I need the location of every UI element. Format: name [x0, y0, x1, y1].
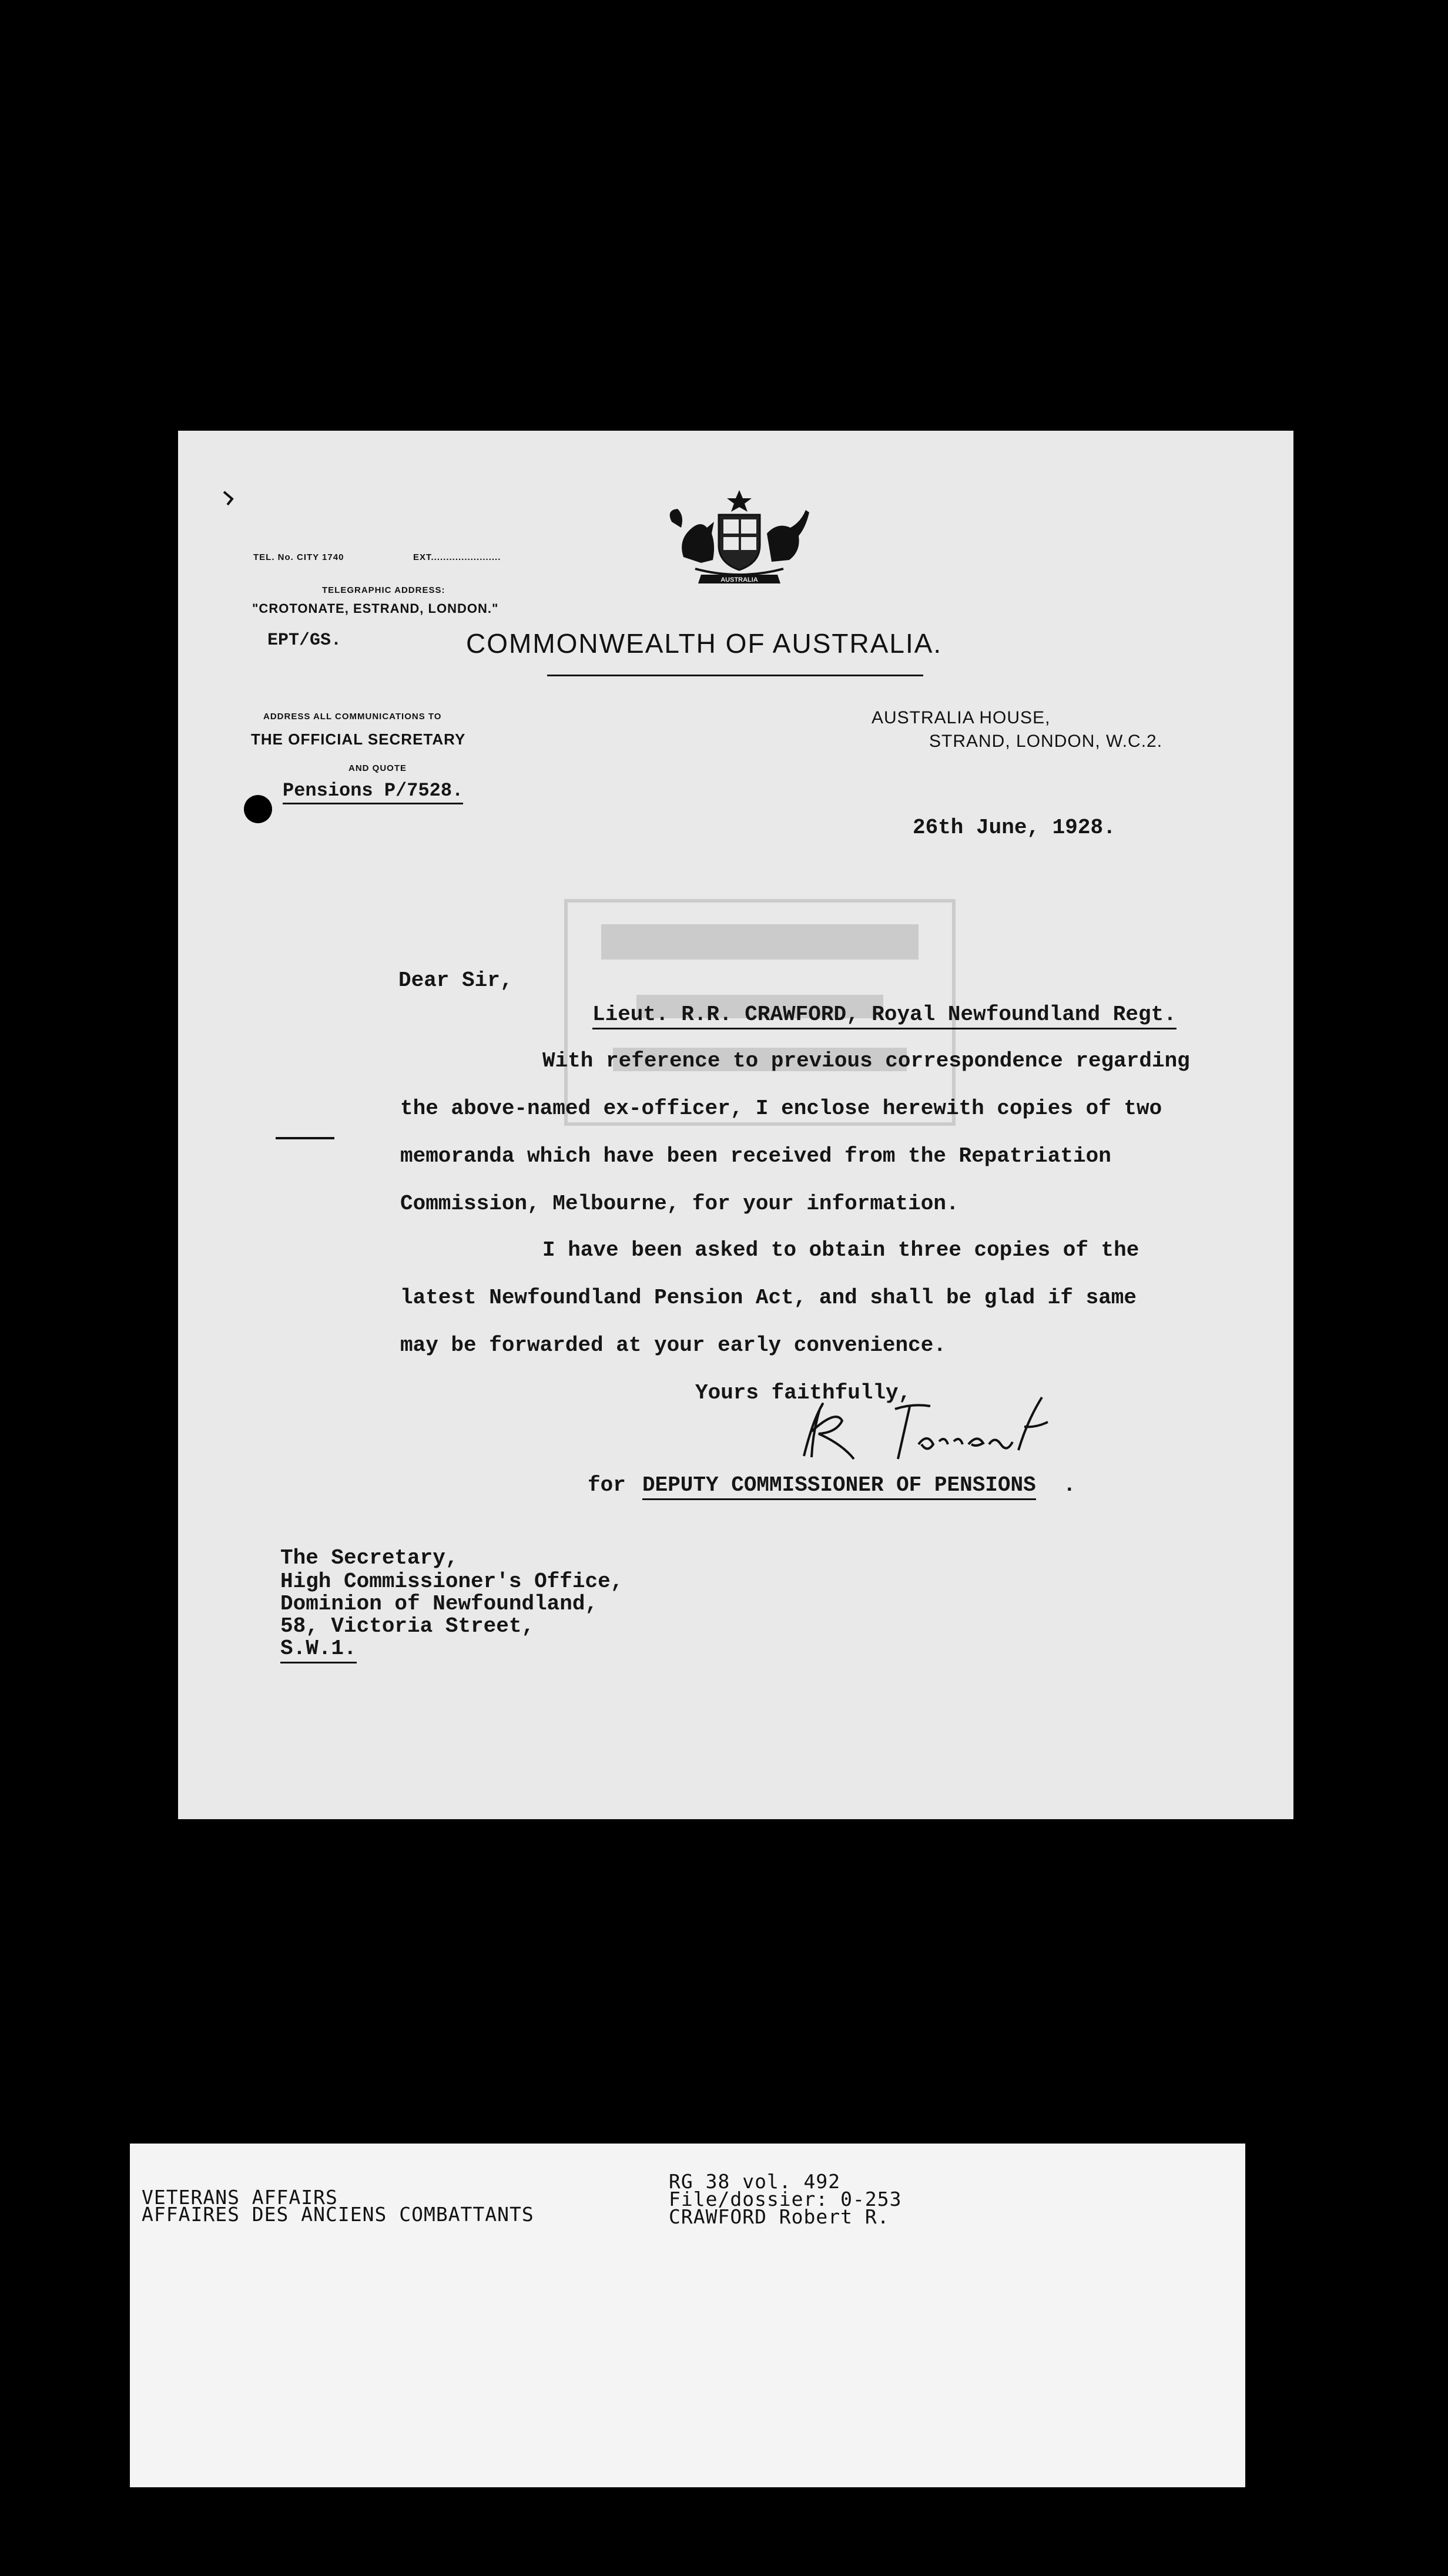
telegraphic-label: TELEGRAPHIC ADDRESS:: [322, 585, 445, 595]
telegraphic-address: "CROTONATE, ESTRAND, LONDON.": [252, 601, 499, 616]
archive-label-left-1: VETERANS AFFAIRS: [142, 2186, 338, 2209]
office-reference: EPT/GS.: [267, 630, 342, 650]
signatory-prefix: for: [588, 1473, 626, 1497]
body-line-2: the above-named ex-officer, I enclose herewith copies of two: [400, 1096, 1162, 1121]
body-line-1: With reference to previous correspondence regarding: [542, 1049, 1190, 1073]
handwritten-signature: [777, 1386, 1083, 1474]
tel-extension: EXT.......................: [413, 552, 501, 562]
letter-sheet: [178, 431, 1293, 1819]
address-all-label: ADDRESS ALL COMMUNICATIONS TO: [263, 712, 442, 722]
body-line-4: Commission, Melbourne, for your information.: [400, 1192, 959, 1216]
archive-label-right-2: File/dossier: 0-253: [669, 2188, 902, 2211]
letterhead-title: COMMONWEALTH OF AUSTRALIA.: [466, 628, 943, 659]
archive-label-right-1: RG 38 vol. 492: [669, 2170, 841, 2193]
official-secretary-label: THE OFFICIAL SECRETARY: [251, 730, 466, 748]
signatory-title: DEPUTY COMMISSIONER OF PENSIONS: [642, 1473, 1036, 1500]
recipient-line-1: The Secretary,: [280, 1546, 458, 1570]
letter-date: 26th June, 1928.: [913, 816, 1116, 840]
closing: Yours faithfully,: [695, 1381, 911, 1405]
body-line-5: I have been asked to obtain three copies of the: [542, 1238, 1139, 1262]
and-quote-label: AND QUOTE: [348, 763, 407, 773]
body-line-7: may be forwarded at your early convenience.: [400, 1333, 946, 1357]
subject-line: Lieut. R.R. CRAWFORD, Royal Newfoundland Regt.: [592, 1002, 1176, 1029]
archive-label-right-3: CRAWFORD Robert R.: [669, 2205, 890, 2228]
punch-hole: [244, 795, 272, 823]
address-line-2: STRAND, LONDON, W.C.2.: [929, 732, 1163, 751]
recipient-line-3: Dominion of Newfoundland,: [280, 1592, 598, 1616]
archive-label-left-2: AFFAIRES DES ANCIENS COMBATTANTS: [142, 2203, 534, 2226]
tel-number: TEL. No. CITY 1740: [253, 552, 344, 562]
title-rule: [547, 675, 923, 676]
salutation: Dear Sir,: [398, 968, 513, 992]
body-line-3: memoranda which have been received from the Repatriation: [400, 1144, 1111, 1168]
coat-of-arms-icon: [660, 487, 819, 589]
address-line-1: AUSTRALIA HOUSE,: [872, 708, 1051, 727]
quote-reference: Pensions P/7528.: [283, 780, 463, 804]
body-line-6: latest Newfoundland Pension Act, and shall be glad if same: [400, 1286, 1137, 1310]
recipient-line-2: High Commissioner's Office,: [280, 1569, 624, 1594]
clip-mark-icon: [219, 489, 237, 507]
signatory-suffix: .: [1063, 1473, 1076, 1497]
recipient-line-5: S.W.1.: [280, 1636, 357, 1663]
margin-mark: [276, 1137, 334, 1139]
archive-label: [130, 2144, 1245, 2487]
crest-motto: AUSTRALIA: [720, 576, 758, 583]
recipient-line-4: 58, Victoria Street,: [280, 1614, 535, 1638]
